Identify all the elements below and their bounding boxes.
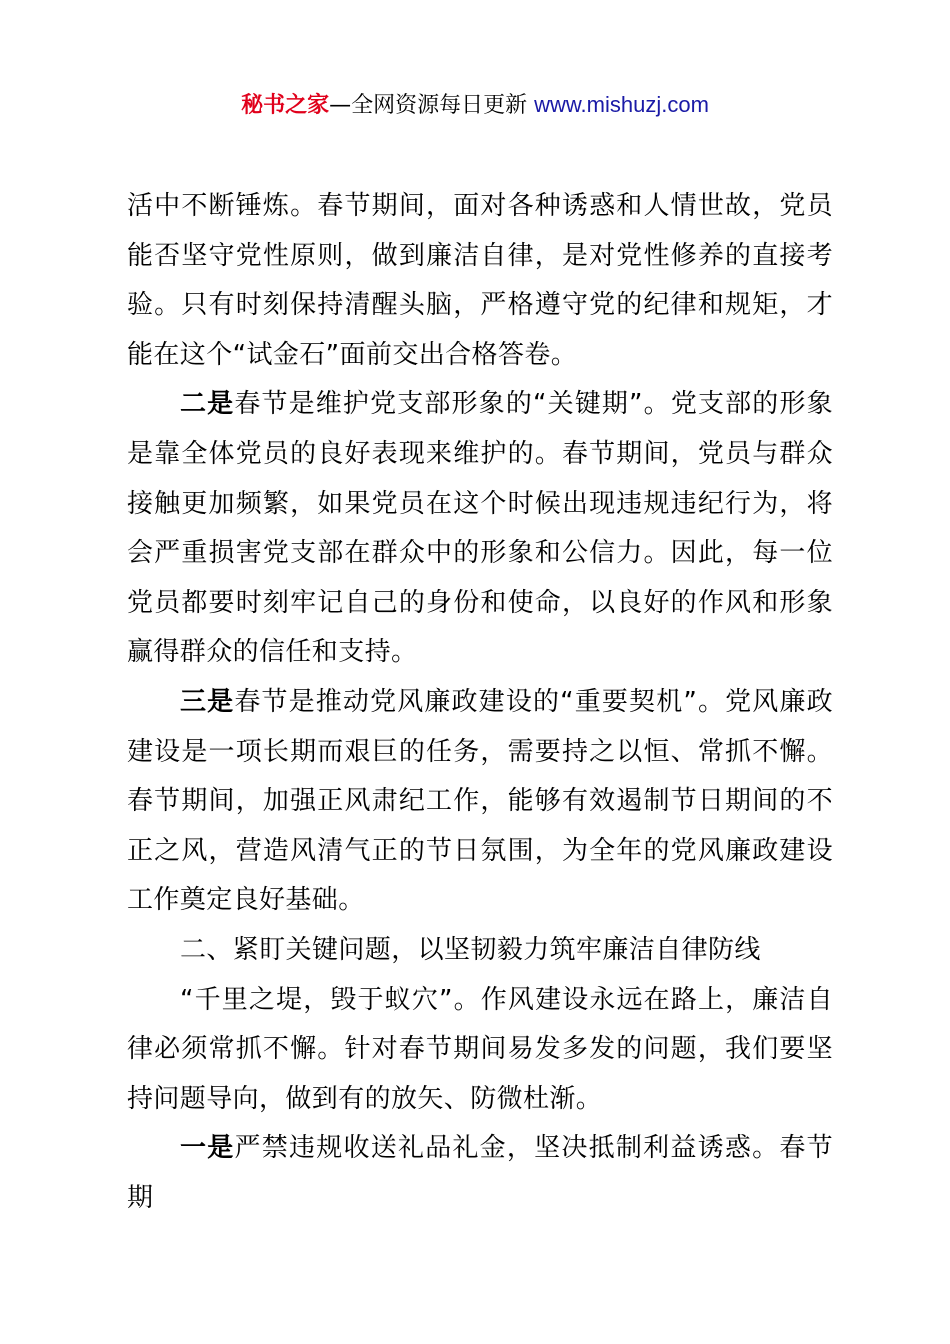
paragraph-lead: 一是: [180, 1133, 235, 1164]
header-url[interactable]: www.mishuzj.com: [534, 92, 709, 117]
section-heading-text: 二、紧盯关键问题，以坚韧毅力筑牢廉洁自律防线: [180, 934, 761, 965]
paragraph-point-one: [127, 1124, 833, 1223]
paragraph-point-three: [127, 678, 833, 926]
brand-name: 秘书之家: [241, 93, 330, 118]
page-header: [0, 88, 950, 123]
paragraph-lead: 二是: [180, 389, 235, 420]
paragraph-lead: 三是: [180, 686, 235, 717]
paragraph-text: “千里之堤，毁于蚁穴”。作风建设永远在路上，廉洁自律必须常抓不懈。针对春节期间易发多发的问题，我们要坚持问题导向，做到有的放矢、防微杜渐。: [127, 984, 833, 1114]
document-body: [127, 182, 833, 1223]
paragraph-text: 春节是推动党风廉政建设的“重要契机”。党风廉政建设是一项长期而艰巨的任务，需要持之以恒、常抓不懈。春节期间，加强正风肃纪工作，能够有效遏制节日期间的不正之风，营造风清气正的节日氛围，为全年的党风廉政建设工作奠定良好基础。: [127, 686, 833, 916]
paragraph-text: 严禁违规收送礼品礼金，坚决抵制利益诱惑。春节期: [127, 1133, 833, 1213]
paragraph-text: 春节是维护党支部形象的“关键期”。党支部的形象是靠全体党员的良好表现来维护的。春节期间，党员与群众接触更加频繁，如果党员在这个时候出现违规违纪行为，将会严重损害党支部在群众中的形象和公信力。因此，每一位党员都要时刻牢记自己的身份和使命，以良好的作风和形象赢得群众的信任和支持。: [127, 389, 833, 668]
paragraph-intro: [127, 976, 833, 1125]
paragraph-point-two: [127, 380, 833, 678]
paragraph-text: 活中不断锤炼。春节期间，面对各种诱惑和人情世故，党员能否坚守党性原则，做到廉洁自律，是对党性修养的直接考验。只有时刻保持清醒头脑，严格遵守党的纪律和规矩，才能在这个“试金石”面前交出合格答卷。: [127, 191, 833, 370]
paragraph-continuation: [127, 182, 833, 380]
section-heading: [127, 926, 833, 976]
header-slogan: —全网资源每日更新: [329, 93, 535, 118]
